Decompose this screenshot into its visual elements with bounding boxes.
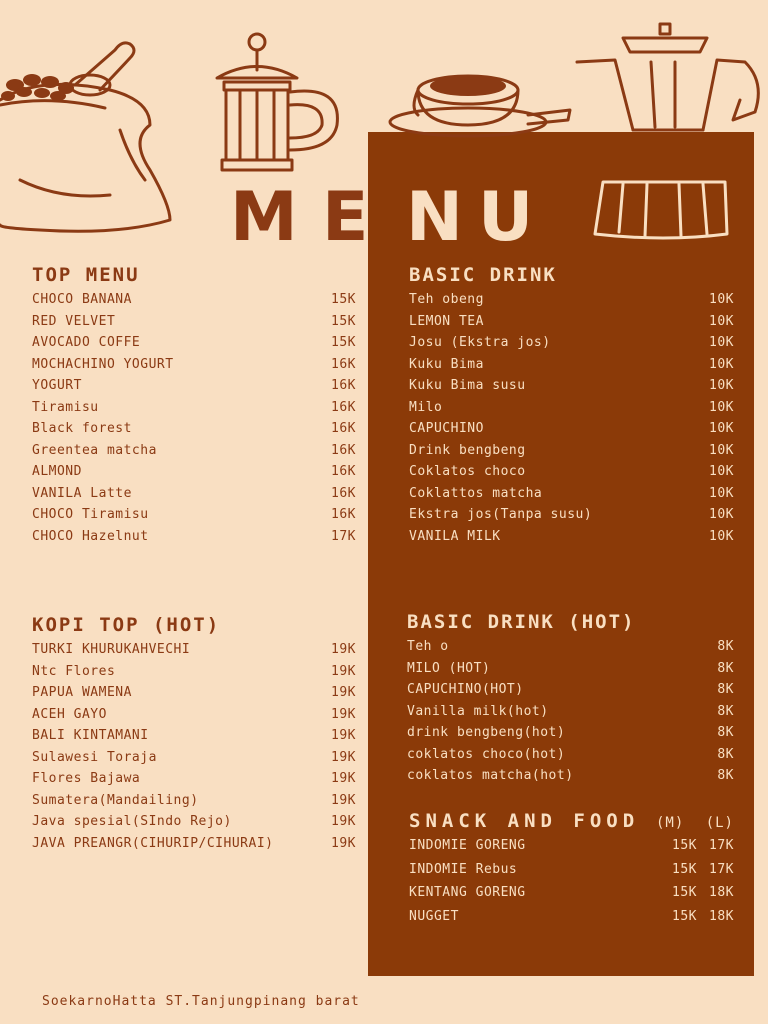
item-price: 19K xyxy=(331,792,356,808)
price-l: 18K xyxy=(709,885,734,900)
item-price: 16K xyxy=(331,421,356,436)
item-name: Teh obeng xyxy=(409,292,484,307)
item-name: Kuku Bima susu xyxy=(409,378,526,393)
menu-item xyxy=(409,838,734,862)
price-l: 18K xyxy=(709,908,734,924)
menu-item xyxy=(32,400,356,422)
menu-item xyxy=(407,661,734,683)
menu-item xyxy=(409,443,734,465)
menu-item xyxy=(409,486,734,508)
item-price: 15K xyxy=(331,335,356,350)
item-price: 10K xyxy=(709,421,734,436)
menu-title xyxy=(0,178,768,258)
menu-item xyxy=(409,314,734,336)
french-press-icon xyxy=(212,30,347,180)
item-name: Milo xyxy=(409,399,443,415)
item-price: 19K xyxy=(331,771,356,786)
menu-item xyxy=(409,357,734,379)
item-name: KENTANG GORENG xyxy=(409,885,526,900)
item-price: 19K xyxy=(331,749,356,765)
menu-item xyxy=(409,909,734,933)
item-price: 8K xyxy=(717,639,734,654)
menu-item xyxy=(32,292,356,314)
item-price: 19K xyxy=(331,814,356,829)
menu-item xyxy=(32,335,356,357)
item-price: 8K xyxy=(717,768,734,783)
snack-food-section xyxy=(409,810,734,932)
item-name: MILO (HOT) xyxy=(407,660,491,676)
menu-item xyxy=(409,335,734,357)
menu-item xyxy=(409,421,734,443)
basic-drink-section xyxy=(409,264,734,550)
item-name: Josu (Ekstra jos) xyxy=(409,335,551,350)
item-price: 19K xyxy=(331,706,356,722)
item-name: CHOCO BANANA xyxy=(32,292,132,307)
title-letter: U xyxy=(478,178,534,257)
section-heading xyxy=(409,810,734,832)
item-name: coklatos choco(hot) xyxy=(407,746,566,762)
item-name: INDOMIE Rebus xyxy=(409,861,518,877)
section-heading: BASIC DRINK (HOT) xyxy=(407,611,636,633)
item-name: PAPUA WAMENA xyxy=(32,685,132,700)
item-price: 19K xyxy=(331,642,356,657)
menu-item xyxy=(409,464,734,486)
item-price: 10K xyxy=(709,313,734,329)
title-letter: E xyxy=(322,178,369,257)
item-name: Sumatera(Mandailing) xyxy=(32,792,199,808)
size-columns xyxy=(656,815,734,831)
menu-item xyxy=(407,639,734,661)
menu-item xyxy=(409,400,734,422)
item-name: ALMOND xyxy=(32,464,82,479)
item-name: Sulawesi Toraja xyxy=(32,749,157,765)
menu-item xyxy=(32,707,356,729)
item-name: Coklatos choco xyxy=(409,464,526,479)
item-price: 19K xyxy=(331,835,356,851)
menu-item xyxy=(32,464,356,486)
menu-item xyxy=(32,507,356,529)
title-letter: M xyxy=(230,178,298,257)
menu-item xyxy=(407,747,734,769)
menu-item xyxy=(32,314,356,336)
item-price: 10K xyxy=(709,507,734,522)
item-price: 16K xyxy=(331,356,356,372)
menu-item xyxy=(409,885,734,909)
item-name: TURKI KHURUKAHVECHI xyxy=(32,642,191,657)
item-name: coklatos matcha(hot) xyxy=(407,768,574,783)
address-footer: SoekarnoHatta ST.Tanjungpinang barat xyxy=(42,994,360,1009)
cappuccino-cup-icon xyxy=(388,60,578,140)
menu-item xyxy=(409,292,734,314)
menu-item xyxy=(32,771,356,793)
item-name: CHOCO Tiramisu xyxy=(32,507,149,522)
item-price: 10K xyxy=(709,464,734,479)
menu-item xyxy=(32,486,356,508)
item-price: 10K xyxy=(709,485,734,501)
top-menu-section xyxy=(32,264,356,550)
menu-item xyxy=(409,529,734,551)
item-price: 8K xyxy=(717,725,734,740)
menu-item xyxy=(32,750,356,772)
item-name: drink bengbeng(hot) xyxy=(407,725,566,740)
item-name: CAPUCHINO xyxy=(409,421,484,436)
item-price: 8K xyxy=(717,682,734,697)
menu-item xyxy=(32,421,356,443)
menu-item xyxy=(407,704,734,726)
price-l: 17K xyxy=(709,861,734,877)
item-name: BALI KINTAMANI xyxy=(32,728,149,743)
item-price: 16K xyxy=(331,485,356,501)
menu-item xyxy=(32,357,356,379)
item-name: YOGURT xyxy=(32,378,82,393)
menu-item xyxy=(409,862,734,886)
item-price: 10K xyxy=(709,356,734,372)
item-name: Tiramisu xyxy=(32,399,99,415)
item-name: Java spesial(SIndo Rejo) xyxy=(32,814,232,829)
item-price: 8K xyxy=(717,746,734,762)
item-name: LEMON TEA xyxy=(409,313,484,329)
item-price: 16K xyxy=(331,399,356,415)
item-name: Kuku Bima xyxy=(409,356,484,372)
item-price: 16K xyxy=(331,464,356,479)
menu-item xyxy=(32,793,356,815)
item-price: 8K xyxy=(717,660,734,676)
item-name: Coklattos matcha xyxy=(409,485,543,501)
item-name: Drink bengbeng xyxy=(409,442,526,458)
item-name: Ntc Flores xyxy=(32,663,116,679)
item-price: 10K xyxy=(709,292,734,307)
item-price: 10K xyxy=(709,442,734,458)
menu-item xyxy=(32,642,356,664)
item-price: 19K xyxy=(331,685,356,700)
item-name: RED VELVET xyxy=(32,313,116,329)
menu-item xyxy=(407,725,734,747)
item-name: CAPUCHINO(HOT) xyxy=(407,682,524,697)
item-price: 19K xyxy=(331,728,356,743)
snack-heading-label: SNACK AND FOOD xyxy=(409,810,640,832)
item-price: 15K xyxy=(331,292,356,307)
item-price: 17K xyxy=(331,528,356,544)
title-letter: N xyxy=(406,178,463,257)
item-price: 10K xyxy=(709,528,734,544)
price-m: 15K xyxy=(672,838,698,853)
price-m: 15K xyxy=(672,908,698,924)
basic-drink-hot-section xyxy=(407,611,734,790)
kopi-top-section xyxy=(32,614,356,857)
size-l-label: (L) xyxy=(705,815,734,831)
item-name: Greentea matcha xyxy=(32,442,157,458)
menu-item xyxy=(32,814,356,836)
section-heading: KOPI TOP (HOT) xyxy=(32,614,221,636)
menu-item xyxy=(32,728,356,750)
menu-item xyxy=(32,378,356,400)
menu-item xyxy=(32,529,356,551)
menu-item xyxy=(32,664,356,686)
item-name: JAVA PREANGR(CIHURIP/CIHURAI) xyxy=(32,835,274,851)
item-name: CHOCO Hazelnut xyxy=(32,528,149,544)
item-price: 19K xyxy=(331,663,356,679)
size-m-label: (M) xyxy=(655,815,685,831)
item-price: 16K xyxy=(331,442,356,458)
item-price: 15K xyxy=(331,313,356,329)
price-m: 15K xyxy=(672,861,698,877)
item-name: Black forest xyxy=(32,421,132,436)
menu-item xyxy=(409,378,734,400)
section-heading: BASIC DRINK xyxy=(409,264,557,286)
menu-item xyxy=(32,685,356,707)
price-m: 15K xyxy=(672,885,698,900)
item-name: VANILA Latte xyxy=(32,485,132,501)
price-l: 17K xyxy=(709,838,734,853)
item-name: Vanilla milk(hot) xyxy=(407,703,549,719)
item-price: 8K xyxy=(717,703,734,719)
section-heading: TOP MENU xyxy=(32,264,140,286)
item-name: INDOMIE GORENG xyxy=(409,838,526,853)
menu-item xyxy=(407,768,734,790)
item-name: Teh o xyxy=(407,639,449,654)
menu-item xyxy=(407,682,734,704)
item-price: 16K xyxy=(331,378,356,393)
item-name: Flores Bajawa xyxy=(32,771,141,786)
item-name: AVOCADO COFFE xyxy=(32,335,141,350)
item-name: Ekstra jos(Tanpa susu) xyxy=(409,507,593,522)
item-name: MOCHACHINO YOGURT xyxy=(32,356,174,372)
item-price: 10K xyxy=(709,399,734,415)
menu-item xyxy=(409,507,734,529)
item-name: NUGGET xyxy=(409,908,459,924)
menu-item xyxy=(32,443,356,465)
item-name: ACEH GAYO xyxy=(32,706,107,722)
menu-item xyxy=(32,836,356,858)
item-price: 16K xyxy=(331,507,356,522)
item-price: 10K xyxy=(709,378,734,393)
item-name: VANILA MILK xyxy=(409,528,501,544)
item-price: 10K xyxy=(709,335,734,350)
